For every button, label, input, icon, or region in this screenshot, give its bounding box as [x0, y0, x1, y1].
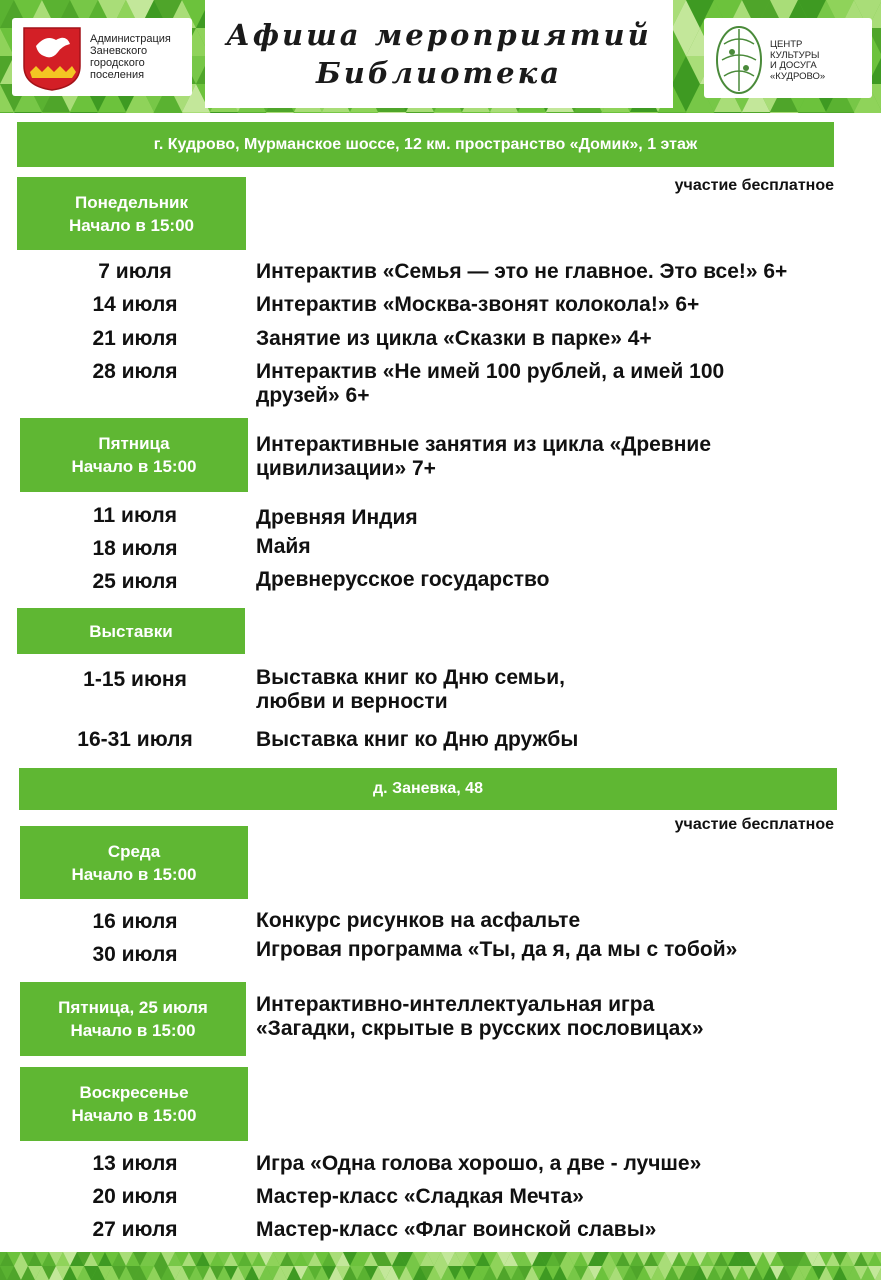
pattern-triangle [154, 112, 182, 113]
friday-game-start: Начало в 15:00 [70, 1021, 196, 1040]
event-title: Выставка книг ко Дню дружбы [256, 728, 579, 751]
pattern-triangle [182, 112, 210, 113]
wednesday-box [20, 826, 248, 899]
friday-game-heading: Интерактивно-интеллектуальная игра [256, 993, 655, 1016]
pattern-triangle [462, 112, 490, 113]
pattern-triangle [826, 112, 854, 113]
event-date: 16 июля [92, 910, 178, 933]
event-date: 11 июля [93, 504, 177, 527]
pattern-triangle [574, 112, 602, 113]
friday-game-heading-continued: «Загадки, скрытые в русских пословицах» [256, 1017, 704, 1040]
event-title: Мастер-класс «Флаг воинской славы» [256, 1218, 657, 1241]
pattern-triangle [770, 112, 798, 113]
event-title: Интерактив «Не имей 100 рублей, а имей 100 [256, 360, 725, 383]
ckd-name [770, 40, 825, 82]
event-title: Игровая программа «Ты, да я, да мы с тобой» [256, 938, 738, 961]
pattern-triangle [238, 112, 266, 113]
admin-line-3: городского [90, 57, 145, 69]
poster-title: Афиша мероприятий [226, 18, 652, 52]
sunday-day: Воскресенье [79, 1083, 189, 1102]
exhibitions-label: Выставки [89, 621, 173, 641]
event-date: 28 июля [92, 360, 178, 383]
pattern-triangle [658, 112, 686, 113]
friday-cycle-heading-continued: цивилизации» 7+ [256, 457, 436, 480]
event-title-continued: любви и верности [256, 690, 448, 713]
event-date: 21 июля [92, 327, 178, 350]
pattern-triangle [210, 112, 238, 113]
pattern-triangle [14, 112, 42, 113]
pattern-triangle [42, 112, 70, 113]
pattern-triangle [714, 112, 742, 113]
title-panel [205, 0, 673, 108]
pattern-triangle [686, 112, 714, 113]
sunday-start: Начало в 15:00 [71, 1106, 197, 1125]
monday-box [17, 177, 246, 250]
pattern-triangle [546, 112, 574, 113]
event-title: Интерактив «Москва-звонят колокола!» 6+ [256, 293, 700, 316]
admin-line-1: Администрация [90, 33, 171, 45]
pattern-triangle [490, 112, 518, 113]
ckd-line-2: КУЛЬТУРЫ [770, 49, 820, 61]
pattern-triangle [406, 112, 434, 113]
event-title: Конкурс рисунков на асфальте [256, 909, 581, 932]
event-date: 7 июля [98, 260, 172, 283]
pattern-triangle [630, 112, 658, 113]
coat-of-arms-icon [22, 26, 82, 92]
poster-subtitle: Библиотека [315, 56, 562, 90]
monday-day: Понедельник [74, 192, 189, 212]
friday-box [20, 418, 248, 492]
pattern-triangle [854, 112, 881, 113]
admin-line-4: поселения [90, 69, 145, 81]
wednesday-day: Среда [107, 841, 161, 861]
pattern-triangle [294, 112, 322, 113]
event-date: 25 июля [92, 570, 178, 593]
event-date: 14 июля [92, 293, 178, 316]
event-date: 30 июля [92, 943, 178, 966]
admin-name [90, 33, 171, 81]
ckd-line-3: И ДОСУГА [770, 60, 817, 71]
pattern-triangle [98, 112, 126, 113]
pattern-triangle [350, 112, 378, 113]
admin-line-2: Заневского [90, 45, 148, 57]
event-title: Майя [256, 535, 311, 558]
footer-triangle-pattern [0, 1252, 881, 1280]
event-title: Мастер-класс «Сладкая Мечта» [256, 1185, 584, 1208]
pattern-triangle [602, 112, 630, 113]
section1-address-bar: г. Кудрово, Мурманское шоссе, 12 км. пространство «Домик», 1 этаж [17, 122, 834, 167]
section2-address-bar: д. Заневка, 48 [19, 768, 837, 810]
pattern-triangle [70, 112, 98, 113]
pattern-triangle [798, 112, 826, 113]
section2-free-note: участие бесплатное [674, 816, 834, 833]
pattern-triangle [518, 112, 546, 113]
friday-cycle-heading: Интерактивные занятия из цикла «Древние [256, 433, 712, 456]
pattern-triangle [378, 112, 406, 113]
friday-game-day: Пятница, 25 июля [58, 998, 208, 1017]
event-date: 18 июля [92, 537, 178, 560]
sunday-box [20, 1067, 248, 1141]
event-date: 13 июля [92, 1152, 178, 1175]
wednesday-start: Начало в 15:00 [71, 864, 197, 884]
ckd-line-4: «КУДРОВО» [770, 70, 826, 82]
event-date: 16-31 июля [77, 728, 193, 751]
exhibitions-box [17, 608, 245, 654]
event-title: Древнерусское государство [256, 568, 550, 591]
event-title: Игра «Одна голова хорошо, а две - лучше» [256, 1152, 702, 1175]
pattern-triangle [266, 112, 294, 113]
culture-center-logo-icon [714, 24, 764, 96]
pattern-triangle [434, 112, 462, 113]
event-date: 27 июля [92, 1218, 178, 1241]
friday-start: Начало в 15:00 [71, 457, 197, 476]
footer-pattern-strip [0, 1252, 881, 1280]
event-title: Древняя Индия [256, 506, 418, 529]
pattern-triangle [322, 112, 350, 113]
pattern-triangle [0, 112, 14, 113]
event-title: Интерактив «Семья — это не главное. Это все!» 6+ [256, 260, 788, 283]
section1-free-note: участие бесплатное [674, 177, 834, 194]
friday-day: Пятница [98, 434, 170, 453]
event-date: 20 июля [92, 1185, 178, 1208]
pattern-triangle [742, 112, 770, 113]
event-title: Занятие из цикла «Сказки в парке» 4+ [256, 327, 652, 350]
friday-game-box [20, 982, 246, 1056]
pattern-triangle [126, 112, 154, 113]
event-date: 1-15 июня [83, 668, 187, 691]
event-title: Выставка книг ко Дню семьи, [256, 666, 565, 689]
event-title-continued: друзей» 6+ [256, 384, 370, 407]
monday-start: Начало в 15:00 [69, 215, 194, 235]
ckd-line-1: ЦЕНТР [770, 39, 803, 50]
